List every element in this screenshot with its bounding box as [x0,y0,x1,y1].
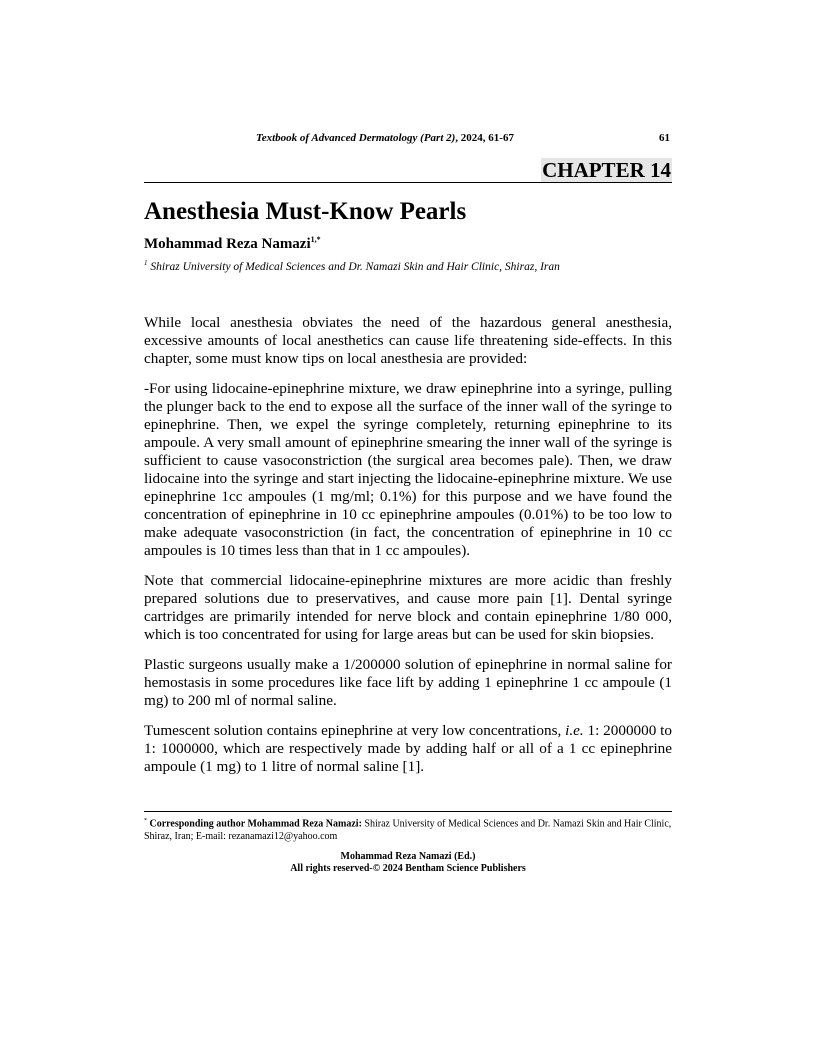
author [144,235,321,253]
footnote-text: Shiraz University of Medical Sciences and Dr. Namazi Skin and Hair Clinic, Shiraz, Iran; E-mail: rezanamazi12@yahoo.com [144,818,672,842]
author-marks: 1,* [310,235,321,244]
editor-line: Mohammad Reza Namazi (Ed.) [340,851,476,862]
book-title: Textbook of Advanced Dermatology (Part 2) [256,132,456,144]
paragraph: -For using lidocaine-epinephrine mixture, we draw epinephrine into a syringe, pulling the plunger back to the end to expose all the surface of the inner wall of the syringe to epinephrine. Then, we expel the syringe completely, returning epinephrine to its ampoule. A very small amount of epinephrine smearing the inner wall of the syringe is sufficient to cause vasoconstriction (the surgical area becomes pale). Then, we draw lidocaine into the syringe and start injecting the lidocaine-epinephrine mixture. We use epinephrine 1cc ampoules (1 mg/ml; 0.1%) for this purpose and we have found the concentration of epinephrine in 10 cc epinephrine ampoules (0.01%) to be too low to make adequate vasoconstriction (in fact, the concentration of epinephrine in 10 cc ampoules is 10 times less than that in 1 cc ampoules). [144,380,672,559]
text: 1: 2000000 to 1: 1000000, which are respectively made by adding half or all of a 1 cc epinephrine ampoule (1 mg) to 1 litre of normal saline [1]. [144,722,672,775]
affiliation-mark: 1 [144,259,148,267]
footnote-label: Corresponding author Mohammad Reza Namazi: [147,818,362,830]
book-info: , 2024, 61-67 [455,132,514,144]
text: Tumescent solution contains epinephrine at very low concentrations, [144,722,566,739]
italic-text: i.e. [565,722,584,739]
rights-line: All rights reserved-© 2024 Bentham Science Publishers [290,863,526,874]
footnote-divider [144,811,672,812]
paragraph: While local anesthesia obviates the need of the hazardous general anesthesia, excessive amounts of local anesthetics can cause life threatening side-effects. In this chapter, some must know tips on local anesthesia are provided: [144,314,672,367]
affiliation-text: Shiraz University of Medical Sciences and Dr. Namazi Skin and Hair Clinic, Shiraz, Iran [147,260,560,273]
paragraph [144,722,672,776]
paragraph: Note that commercial lidocaine-epinephrine mixtures are more acidic than freshly prepared solutions due to preservatives, and cause more pain [1]. Dental syringe cartridges are primarily intended for nerve block and contain epinephrine 1/80 000, which is too concentrated for using for large areas but can be used for skin biopsies. [144,572,672,643]
publisher-info [144,851,672,875]
affiliation [144,259,560,273]
footnote-mark: * [144,818,147,824]
body-text [144,314,672,788]
paragraph: Plastic surgeons usually make a 1/200000 solution of epinephrine in normal saline for hemostasis in some procedures like face lift by adding 1 epinephrine 1 cc ampoule (1 mg) to 200 ml of normal saline. [144,656,672,709]
book-citation [256,132,514,144]
footnote [144,815,674,843]
author-name: Mohammad Reza Namazi [144,236,311,252]
header-divider [144,182,672,183]
chapter-label: CHAPTER 14 [542,158,671,182]
chapter-title: Anesthesia Must-Know Pearls [144,198,467,225]
page-number: 61 [659,132,670,144]
